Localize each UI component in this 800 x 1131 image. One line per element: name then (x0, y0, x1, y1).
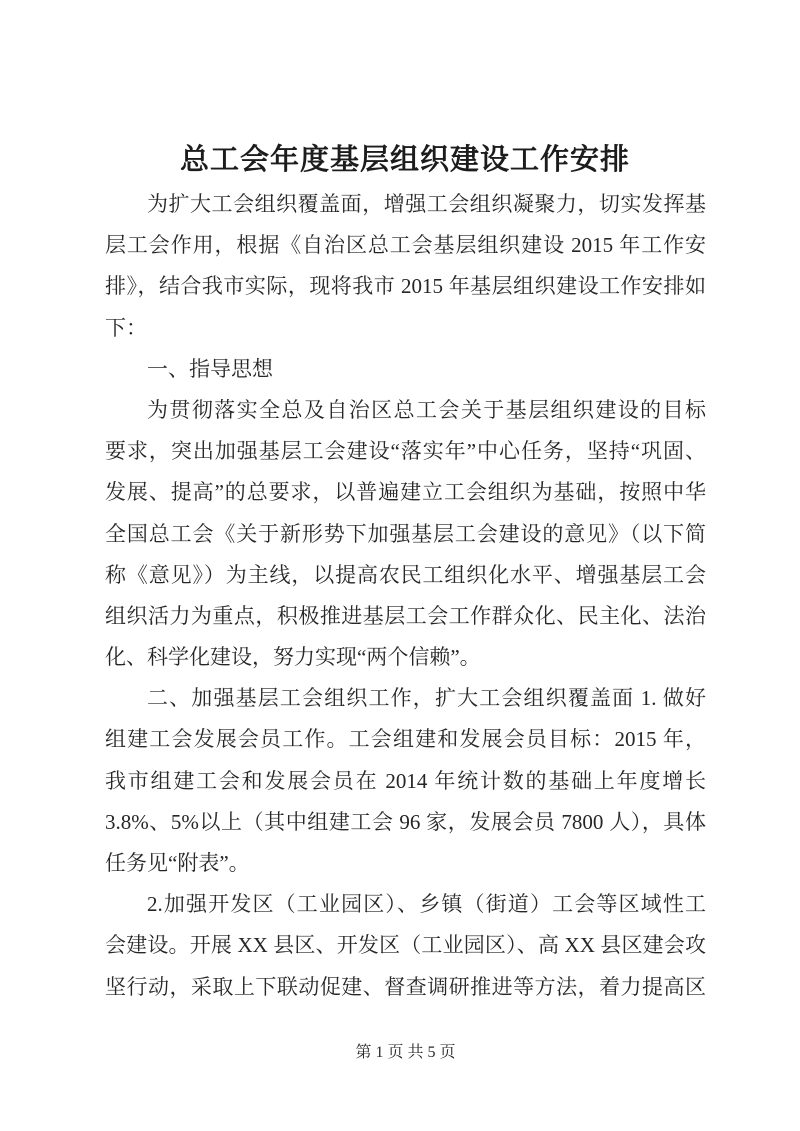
page-number: 第 1 页 共 5 页 (355, 1044, 456, 1061)
body-line: 组织活力为重点，积极推进基层工会工作群众化、民主化、法治 (105, 603, 706, 628)
body-line: 发展、提高”的总要求，以普遍建立工会组织为基础，按照中华 (105, 480, 706, 505)
body-line: 3.8%、5%以上（其中组建工会 96 家，发展会员 7800 人），具体 (105, 809, 706, 834)
body-line: 任务见“附表”。 (105, 851, 250, 875)
body-line: 层工会作用，根据《自治区总工会基层组织建设 2015 年工作安 (105, 233, 706, 258)
body-line: 会建设。开展 XX 县区、开发区（工业园区）、高 XX 县区建会攻 (105, 933, 706, 958)
body-line: 化、科学化建设，努力实现“两个信赖”。 (105, 645, 481, 670)
body-line: 下： (105, 315, 147, 340)
document-body (105, 184, 706, 1008)
body-line: 二、加强基层工会组织工作，扩大工会组织覆盖面 1. 做好 (147, 686, 706, 711)
page-footer (105, 1043, 706, 1063)
body-line: 全国总工会《关于新形势下加强基层工会建设的意见》（以下简 (105, 521, 706, 546)
body-line: 排》，结合我市实际，现将我市 2015 年基层组织建设工作安排如 (105, 274, 706, 299)
body-line: 称《意见》）为主线，以提高农民工组织化水平、增强基层工会 (105, 562, 706, 587)
body-line: 为扩大工会组织覆盖面，增强工会组织凝聚力，切实发挥基 (147, 192, 706, 216)
body-line: 为贯彻落实全总及自治区总工会关于基层组织建设的目标 (147, 397, 706, 422)
body-line: 坚行动，采取上下联动促建、督查调研推进等方法，着力提高区 (105, 974, 706, 999)
page-title: 总工会年度基层组织建设工作安排 (179, 144, 630, 176)
body-line: 组建工会发展会员工作。工会组建和发展会员目标：2015 年， (105, 727, 706, 752)
body-line: 一、指导思想 (147, 356, 273, 381)
body-line: 我市组建工会和发展会员在 2014 年统计数的基础上年度增长 (105, 768, 706, 793)
body-line: 2.加强开发区（工业园区）、乡镇（街道）工会等区域性工 (147, 892, 706, 917)
body-line: 要求，突出加强基层工会建设“落实年”中心任务，坚持“巩固、 (105, 439, 706, 464)
